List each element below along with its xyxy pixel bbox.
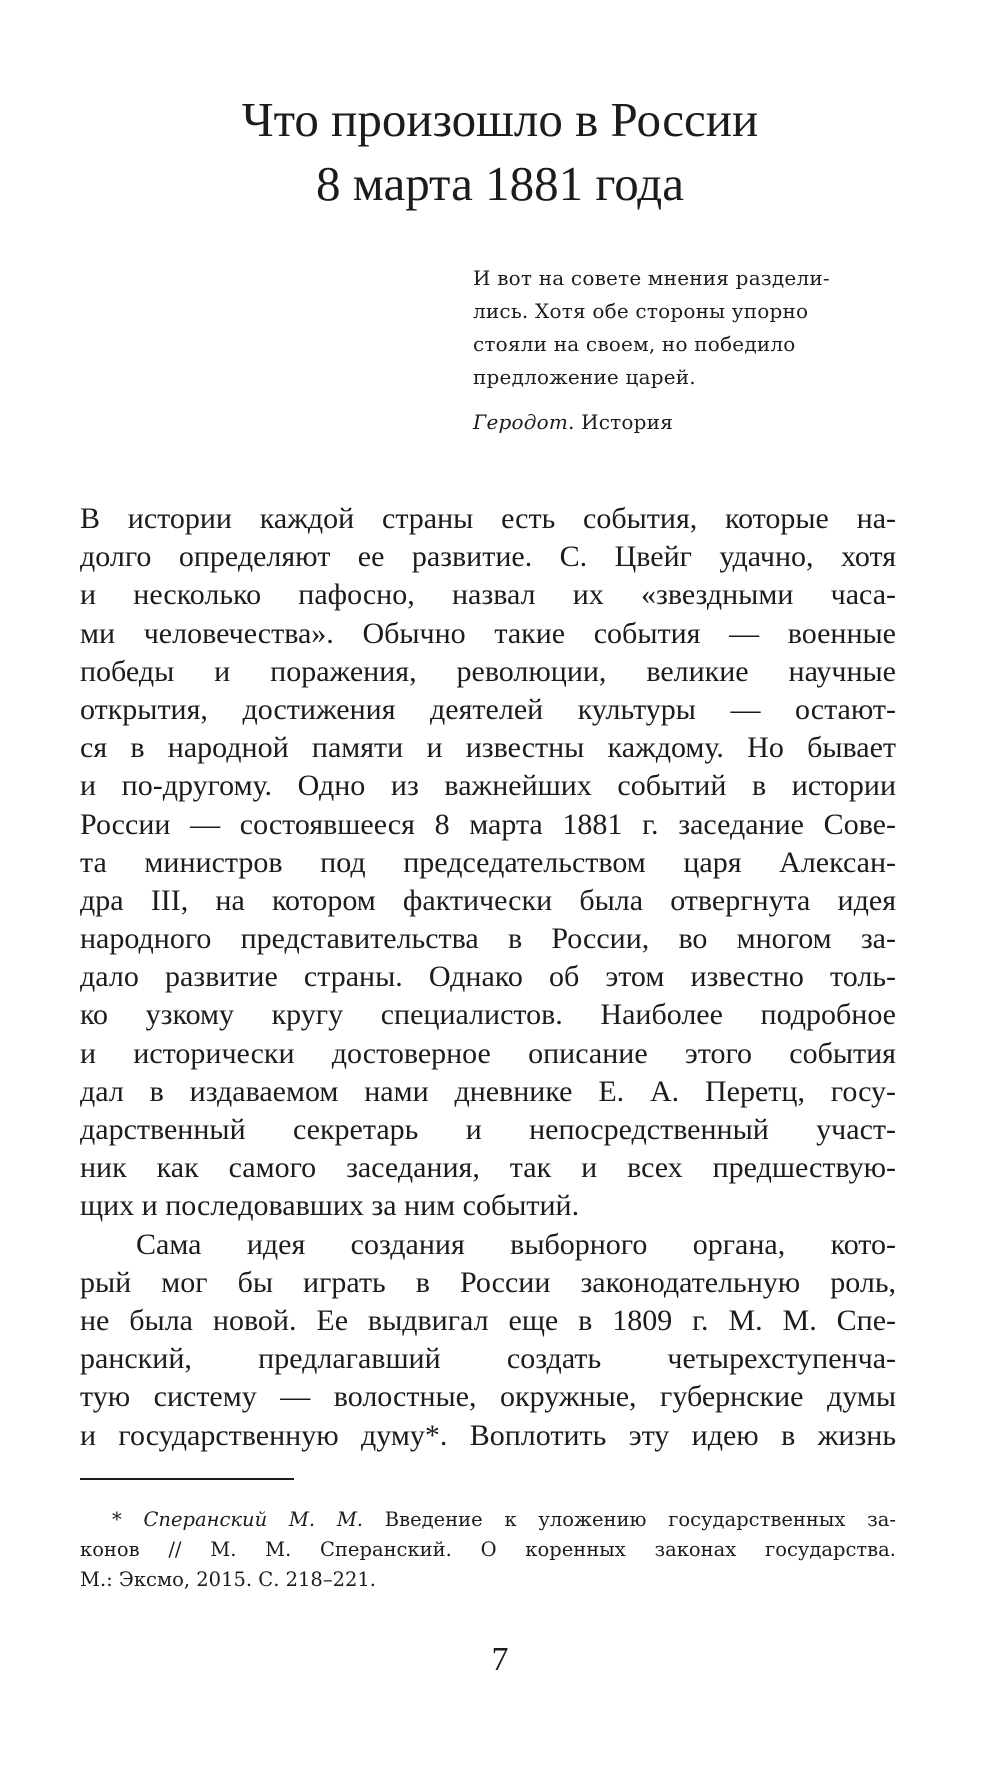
text-line: ся в народной памяти и известны каждому. Но бывает bbox=[80, 731, 896, 765]
text-line: и по-другому. Одно из важнейших событий в истории bbox=[80, 769, 896, 803]
epigraph-line: лись. Хотя обе стороны упорно bbox=[473, 299, 809, 323]
epigraph-work: История bbox=[581, 410, 674, 434]
text-line: рый мог бы играть в России законодательную роль, bbox=[80, 1265, 896, 1299]
text-line: дра III, на котором фактически была отвергнута идея bbox=[80, 883, 896, 917]
footnote-author: Сперанский М. М. bbox=[143, 1508, 364, 1531]
text-line: и несколько пафосно, назвал их «звездными часа- bbox=[80, 578, 896, 612]
paragraph-1 bbox=[80, 500, 896, 1226]
text-line: ми человечества». Обычно такие события — военные bbox=[80, 616, 896, 650]
text-line: долго определяют ее развитие. С. Цвейг удачно, хотя bbox=[80, 540, 896, 574]
text-line: Сама идея создания выборного органа, кото- bbox=[136, 1227, 896, 1261]
chapter-title-line-1: Что произошло в России bbox=[241, 92, 759, 147]
text-line: не была новой. Ее выдвигал еще в 1809 г. М. М. Спе- bbox=[80, 1303, 896, 1337]
page-number: 7 bbox=[491, 1641, 509, 1678]
chapter-title-line-2: 8 марта 1881 года bbox=[316, 156, 684, 211]
text-line: щих и последовавших за ним событий. bbox=[80, 1189, 580, 1223]
footnote-marker: * bbox=[112, 1508, 122, 1531]
epigraph-source bbox=[473, 406, 903, 438]
footnote-line bbox=[80, 1505, 896, 1535]
epigraph-author: Геродот. bbox=[473, 410, 575, 434]
text-line: та министров под председательством царя Алексан- bbox=[80, 845, 896, 879]
epigraph-line: предложение царей. bbox=[473, 365, 696, 389]
body-text bbox=[80, 500, 896, 1455]
footnote-divider bbox=[80, 1478, 294, 1480]
footnote-line: М.: Эксмо, 2015. С. 218–221. bbox=[80, 1568, 376, 1591]
footnote bbox=[80, 1505, 896, 1595]
text-line: и государственную думу*. Воплотить эту идею в жизнь bbox=[80, 1418, 896, 1452]
text-line: России — состоявшееся 8 марта 1881 г. заседание Сове- bbox=[80, 807, 896, 841]
text-line: В истории каждой страны есть события, которые на- bbox=[80, 502, 896, 535]
text-line: дало развитие страны. Однако об этом известно толь- bbox=[80, 960, 896, 994]
footnote-line: конов // М. М. Сперанский. О коренных законах государства. bbox=[80, 1538, 896, 1561]
text-line: ко узкому кругу специалистов. Наиболее подробное bbox=[80, 998, 896, 1032]
text-line: открытия, достижения деятелей культуры — остают- bbox=[80, 692, 896, 726]
text-line: ранский, предлагавший создать четырехступенча- bbox=[80, 1342, 896, 1376]
paragraph-2 bbox=[80, 1226, 896, 1455]
text-line: народного представительства в России, во многом за- bbox=[80, 922, 896, 956]
text-line: тую систему — волостные, окружные, губернские думы bbox=[80, 1380, 896, 1414]
epigraph-quote bbox=[473, 262, 903, 394]
epigraph-line: И вот на совете мнения раздели- bbox=[473, 266, 830, 290]
epigraph bbox=[473, 262, 903, 438]
text-line: и исторически достоверное описание этого события bbox=[80, 1036, 896, 1070]
chapter-title bbox=[80, 88, 920, 216]
text-line: дал в издаваемом нами дневнике Е. А. Перетц, госу- bbox=[80, 1074, 896, 1108]
text-line: победы и поражения, революции, великие научные bbox=[80, 654, 896, 688]
text-line: дарственный секретарь и непосредственный участ- bbox=[80, 1113, 896, 1146]
text-line: ник как самого заседания, так и всех предшествую- bbox=[80, 1151, 896, 1185]
epigraph-line: стояли на своем, но победило bbox=[473, 332, 796, 356]
footnote-text: Введение к уложению государственных за- bbox=[384, 1508, 897, 1531]
